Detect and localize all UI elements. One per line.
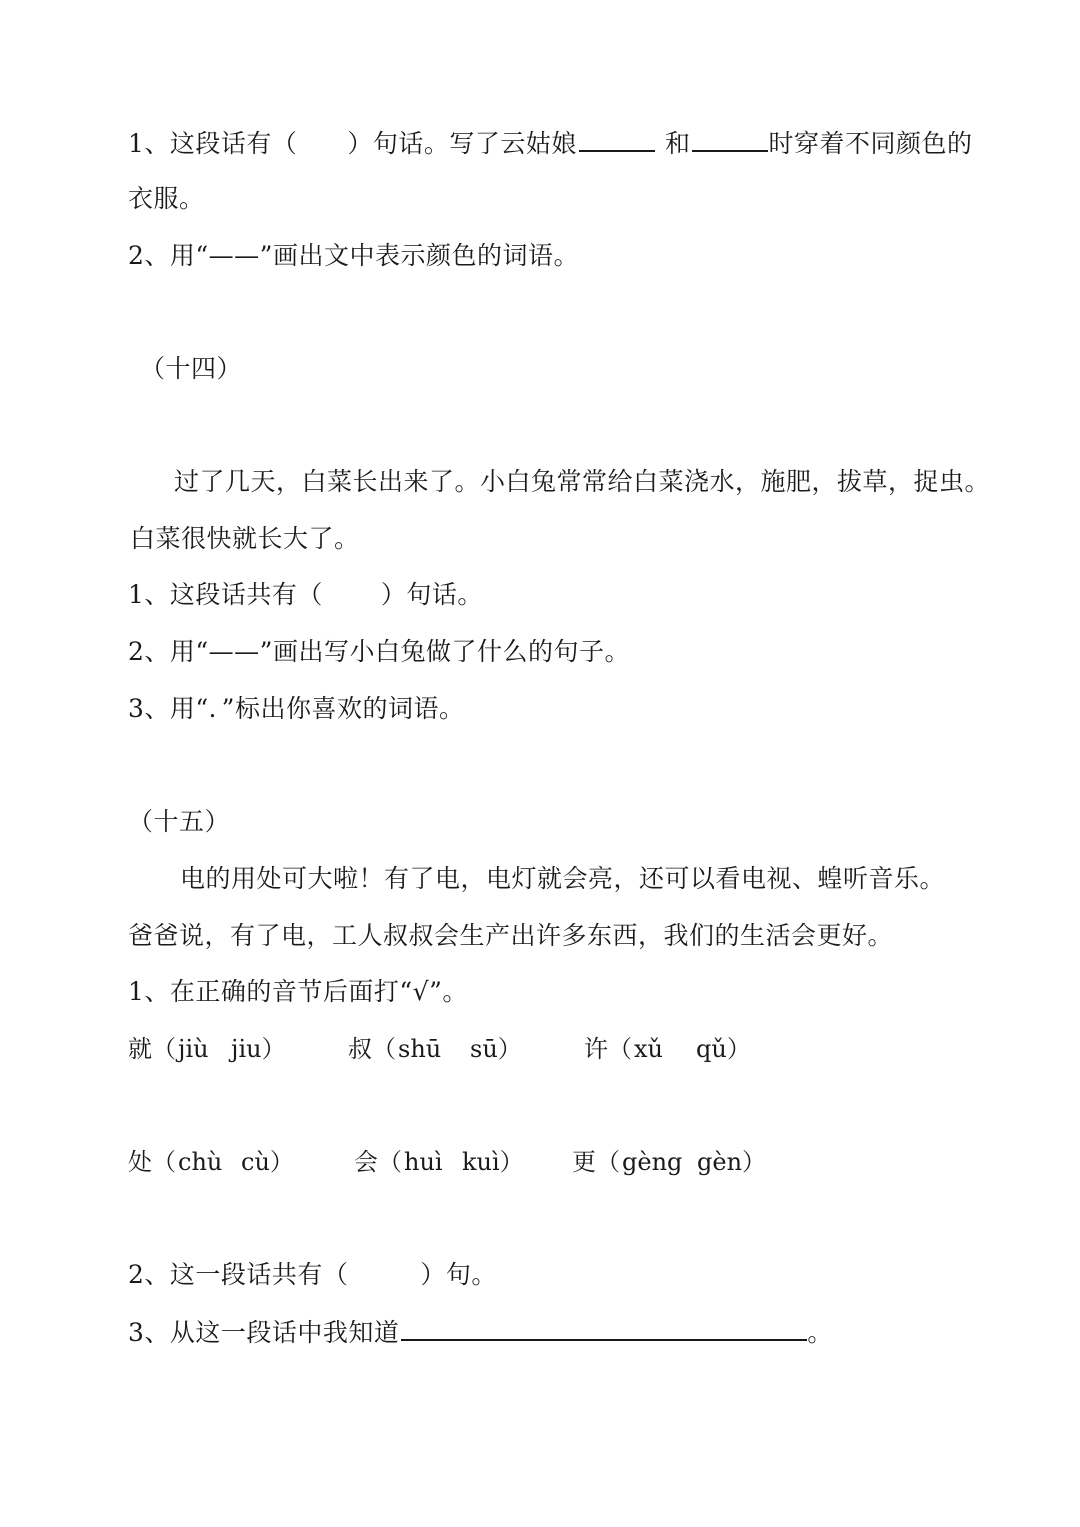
s15-passage-line-1: 电的用处可大啦！有了电，电灯就会亮，还可以看电视、蝗听音乐。 xyxy=(180,864,946,893)
answer-blank-long[interactable] xyxy=(401,1317,807,1341)
s14-heading: （十四） xyxy=(140,354,243,383)
pinyin-char: 就（ xyxy=(128,1035,176,1063)
s13-question-2: 2、用“——”画出文中表示颜色的词语。 xyxy=(128,241,579,270)
pinyin-option[interactable]: qǔ） xyxy=(696,1035,751,1063)
s15-heading: （十五） xyxy=(128,807,231,836)
s15-passage-line-2: 爸爸说，有了电，工人叔叔会生产出许多东西，我们的生活会更好。 xyxy=(128,921,894,950)
s13-question-1-cont: 衣服。 xyxy=(128,184,205,213)
s15-question-1: 1、在正确的音节后面打“√”。 xyxy=(128,977,468,1006)
pinyin-option[interactable]: huì xyxy=(404,1148,443,1176)
pinyin-option[interactable]: sū） xyxy=(470,1035,522,1063)
s14-passage-line-2: 白菜很快就长大了。 xyxy=(130,524,360,553)
pinyin-option[interactable]: kuì） xyxy=(462,1148,524,1176)
pinyin-option[interactable]: jiu） xyxy=(231,1035,286,1063)
s14-question-1: 1、这段话共有（ ）句话。 xyxy=(128,580,483,609)
s14-passage-line-1: 过了几天，白菜长出来了。小白兔常常给白菜浇水，施肥，拔草，捉虫。 xyxy=(174,467,991,496)
pinyin-char: 会（ xyxy=(354,1148,402,1176)
answer-blank[interactable] xyxy=(692,128,768,152)
pinyin-option[interactable]: xǔ xyxy=(634,1035,663,1063)
pinyin-option[interactable]: cù） xyxy=(241,1148,294,1176)
pinyin-option[interactable]: gèng xyxy=(622,1148,683,1176)
pinyin-option[interactable]: chù xyxy=(178,1148,223,1176)
s13-question-1: 1、这段话有（ ）句话。写了云姑娘 和 时穿着不同颜色的 xyxy=(128,129,973,158)
pinyin-char: 处（ xyxy=(128,1148,176,1176)
pinyin-char: 许（ xyxy=(584,1035,632,1063)
pinyin-option[interactable]: jiù xyxy=(178,1035,209,1063)
answer-blank[interactable] xyxy=(579,128,655,152)
pinyin-option[interactable]: shū xyxy=(398,1035,442,1063)
pinyin-char: 叔（ xyxy=(348,1035,396,1063)
s14-question-2: 2、用“——”画出写小白兔做了什么的句子。 xyxy=(128,637,630,666)
s15-question-2: 2、这一段话共有（ ）句。 xyxy=(128,1260,497,1289)
s14-question-3: 3、用“．”标出你喜欢的词语。 xyxy=(128,694,465,723)
pinyin-char: 更（ xyxy=(572,1148,620,1176)
pinyin-option[interactable]: gèn） xyxy=(697,1148,767,1176)
s15-question-3: 3、从这一段话中我知道 。 xyxy=(128,1318,833,1347)
